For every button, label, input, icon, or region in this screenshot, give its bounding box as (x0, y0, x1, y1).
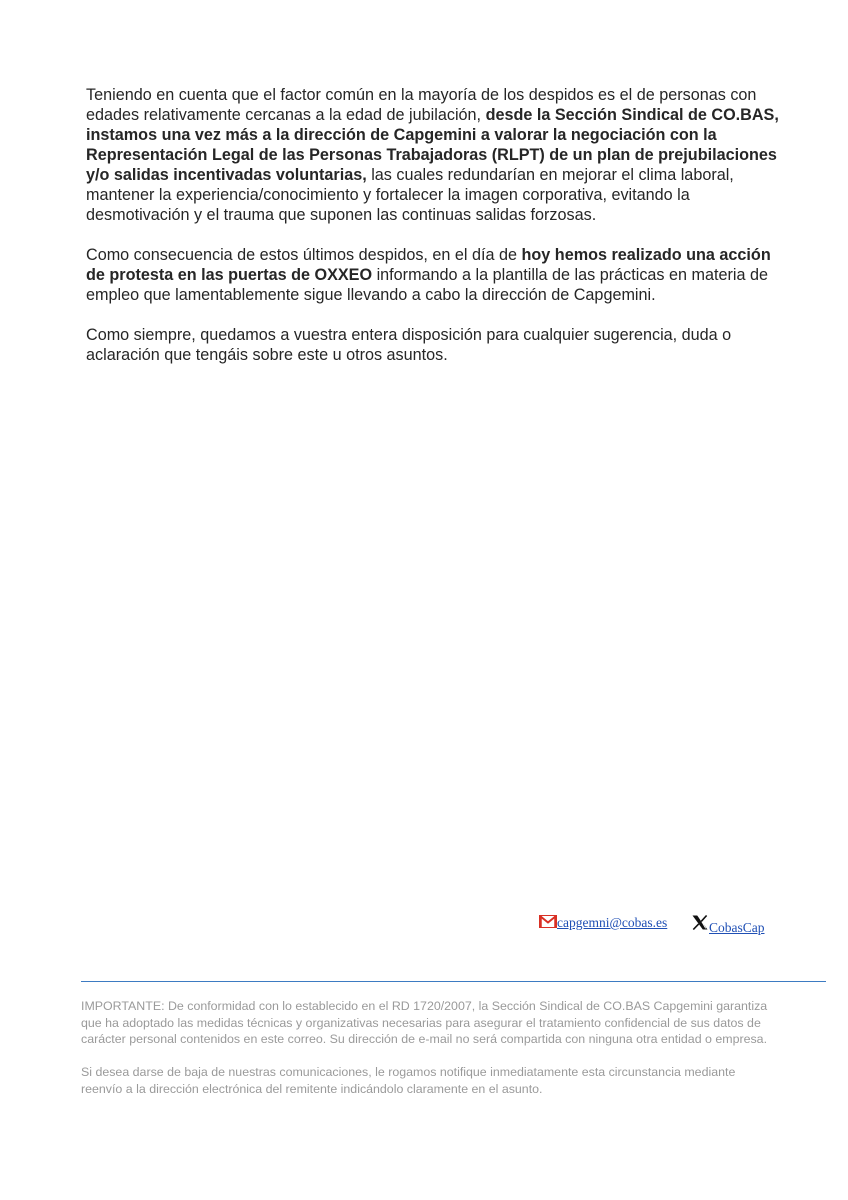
email-contact (539, 915, 667, 931)
letter-body (86, 85, 786, 385)
twitter-link[interactable]: CobasCap (709, 920, 765, 935)
twitter-contact (692, 915, 765, 936)
gmail-icon (539, 915, 557, 928)
paragraph-text: informando a la plantilla de las prácticas en materia de empleo que lamentablemente sigue llevando a cabo la dirección de Capgemini. (86, 266, 768, 304)
paragraph-text: Como consecuencia de estos últimos despidos, en el día de (86, 246, 522, 264)
paragraph-text: Teniendo en cuenta que el factor común en la mayoría de los despidos es el de personas con edades relativamente cercanas a la edad de jubilación, (86, 86, 757, 124)
legal-footer (81, 998, 771, 1114)
x-logo-icon (692, 915, 708, 930)
paragraph-bold-text: hoy hemos realizado una acción de protesta en las puertas de OXXEO (86, 246, 771, 284)
paragraph-text: las cuales redundarían en mejorar el clima laboral, mantener la experiencia/conocimiento y fortalecer la imagen corporativa, evitando la desmotivación y el trauma que suponen las continuas salidas forzosas. (86, 166, 734, 224)
legal-notice: IMPORTANTE: De conformidad con lo establecido en el RD 1720/2007, la Sección Sindical de CO.BAS Capgemini garantiza que ha adoptado las medidas técnicas y organizativas necesarias para asegurar el tratamiento confidencial de sus datos de carácter personal contenidos en este correo. Su dirección de e-mail no será compartida con ninguna otra entidad o empresa. (81, 999, 768, 1046)
unsubscribe-notice: Si desea darse de baja de nuestras comunicaciones, le rogamos notifique inmediatamente esta circunstancia mediante reenvío a la dirección electrónica del remitente indicándolo claramente en el asunto. (81, 1065, 736, 1096)
footer-divider (81, 981, 826, 982)
paragraph-protest (86, 245, 786, 305)
paragraph-early-retirement (86, 85, 786, 225)
email-link[interactable]: capgemni@cobas.es (557, 915, 668, 930)
paragraph-closing: Como siempre, quedamos a vuestra entera disposición para cualquier sugerencia, duda o aclaración que tengáis sobre este u otros asuntos. (86, 326, 732, 364)
paragraph-bold-text: desde la Sección Sindical de CO.BAS, instamos una vez más a la dirección de Capgemini a valorar la negociación con la Representación Legal de las Personas Trabajadoras (RLPT) de un plan de prejubilaciones y/o salidas incentivadas voluntarias, (86, 106, 779, 184)
